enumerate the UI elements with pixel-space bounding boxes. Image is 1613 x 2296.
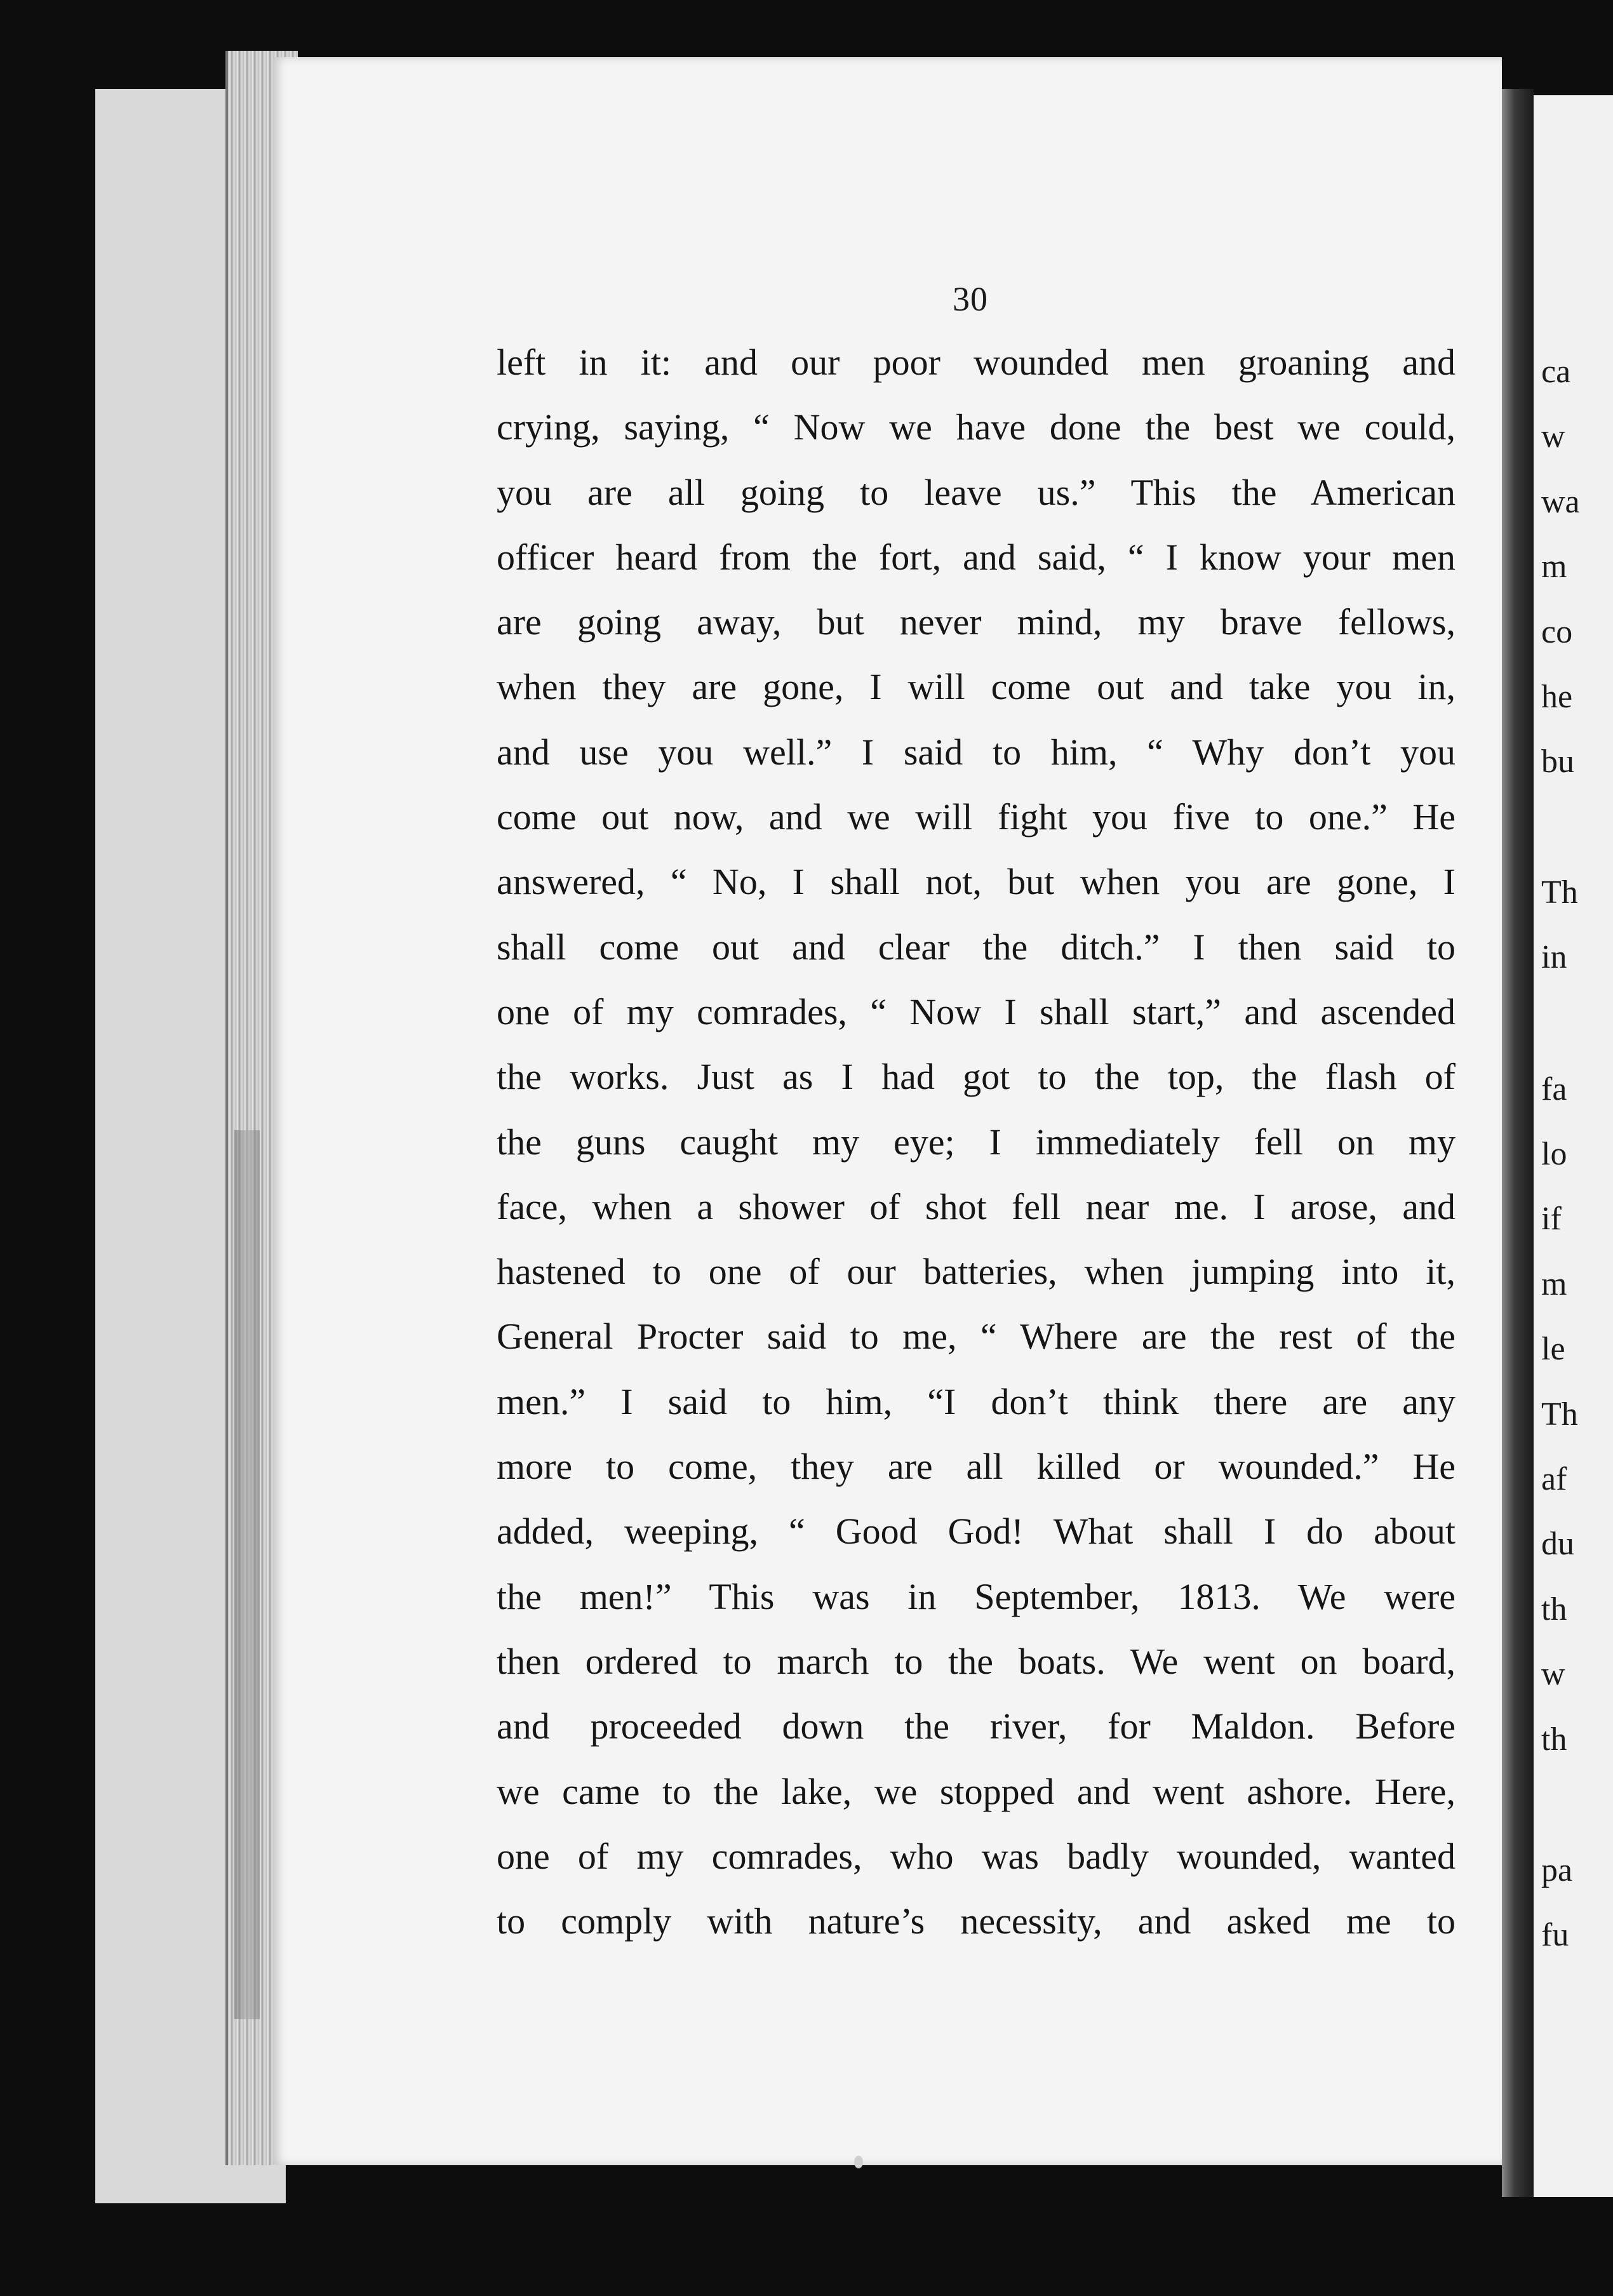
facing-page-fragment: du	[1541, 1526, 1574, 1562]
book-gutter	[1502, 89, 1534, 2197]
text-line: come out now, and we will fight you five to one.” He	[497, 796, 1456, 838]
facing-page-fragment: th	[1541, 1721, 1567, 1758]
facing-page-fragment: if	[1541, 1201, 1562, 1237]
facing-page-fragment: w	[1541, 418, 1565, 455]
facing-page-fragment: le	[1541, 1331, 1565, 1367]
text-line: when they are gone, I will come out and take you in,	[497, 666, 1456, 708]
text-line: and proceeded down the river, for Maldon. Before	[497, 1705, 1456, 1747]
facing-page-fragment: th	[1541, 1591, 1567, 1627]
paper-speck	[854, 2156, 863, 2168]
text-line: added, weeping, “ Good God! What shall I do about	[497, 1511, 1456, 1552]
facing-page-fragment: in	[1541, 939, 1567, 975]
facing-page-fragment: he	[1541, 679, 1573, 715]
text-line: crying, saying, “ Now we have done the best we could,	[497, 406, 1456, 448]
facing-page-fragment: Th	[1541, 1396, 1578, 1432]
text-line: answered, “ No, I shall not, but when you are gone, I	[497, 861, 1456, 903]
facing-page-fragment: m	[1541, 1266, 1567, 1302]
text-line: hastened to one of our batteries, when jumping into it,	[497, 1251, 1456, 1293]
text-line: shall come out and clear the ditch.” I then said to	[497, 926, 1456, 968]
facing-page-fragment: af	[1541, 1461, 1567, 1497]
text-line: one of my comrades, “ Now I shall start,” and ascended	[497, 991, 1456, 1032]
text-line: the men!” This was in September, 1813. We were	[497, 1575, 1456, 1617]
text-line: we came to the lake, we stopped and went ashore. Here,	[497, 1770, 1456, 1812]
text-line: face, when a shower of shot fell near me. I arose, and	[497, 1185, 1456, 1227]
text-line: one of my comrades, who was badly wounded, wanted	[497, 1835, 1456, 1877]
page-number: 30	[953, 280, 988, 318]
facing-page-fragment: m	[1541, 549, 1567, 585]
facing-page-fragment: fa	[1541, 1071, 1567, 1107]
text-line: officer heard from the fort, and said, “ I know your men	[497, 536, 1456, 578]
facing-page-fragment: ca	[1541, 354, 1571, 390]
facing-page-fragment: fu	[1541, 1917, 1569, 1953]
text-line: General Procter said to me, “ Where are the rest of the	[497, 1316, 1456, 1358]
facing-page-fragment: bu	[1541, 744, 1574, 780]
text-line: and use you well.” I said to him, “ Why don’t you	[497, 731, 1456, 773]
page-body-text	[497, 330, 1456, 1954]
facing-page-fragment: wa	[1541, 484, 1580, 520]
text-line: are going away, but never mind, my brave fellows,	[497, 601, 1456, 643]
facing-page-fragment: co	[1541, 614, 1573, 650]
text-line: you are all going to leave us.” This the American	[497, 471, 1456, 513]
text-line: more to come, they are all killed or wounded.” He	[497, 1446, 1456, 1488]
facing-page-fragment: w	[1541, 1656, 1565, 1692]
facing-page-fragment: lo	[1541, 1136, 1567, 1172]
text-line: left in it: and our poor wounded men groaning and	[497, 342, 1456, 383]
text-line: then ordered to march to the boats. We went on board,	[497, 1640, 1456, 1682]
text-line: to comply with nature’s necessity, and asked me to	[497, 1900, 1456, 1942]
text-line: the guns caught my eye; I immediately fell on my	[497, 1121, 1456, 1163]
text-line: men.” I said to him, “I don’t think there are any	[497, 1380, 1456, 1422]
text-line: the works. Just as I had got to the top, the flash of	[497, 1056, 1456, 1098]
facing-page	[1534, 95, 1613, 2197]
facing-page-fragment: pa	[1541, 1852, 1573, 1888]
facing-page-fragment: Th	[1541, 874, 1578, 911]
